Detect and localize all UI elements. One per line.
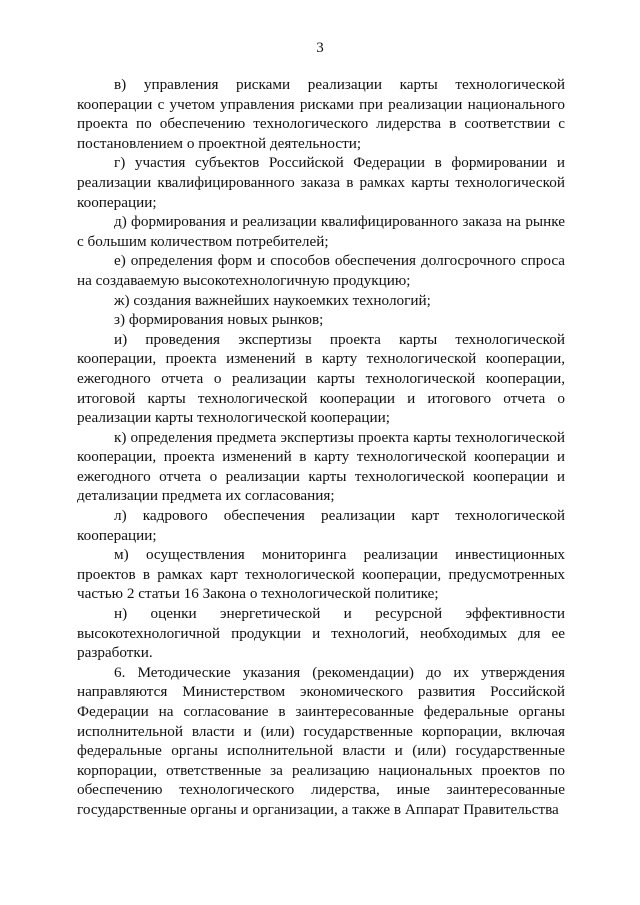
paragraph-item-g: г) участия субъектов Российской Федерации в формировании и реализации квалифицированного заказа в рамках карты технологической кооперации; bbox=[77, 154, 565, 211]
paragraph-item-v: в) управления рисками реализации карты технологической кооперации с учетом управления рисками при реализации национального проекта по обеспечению технологического лидерства в соответствии с постановлением о проектной деятельности; bbox=[77, 76, 565, 152]
paragraph-section-6: 6. Методические указания (рекомендации) до их утверждения направляются Министерством экономического развития Российской Федерации на согласование в заинтересованные федеральные органы исполнительной власти и (или) государственные корпорации, включая федеральные органы исполнительной власти и (или) государственные корпорации, ответственные за реализацию национальных проектов по обеспечению технологического лидерства, иные заинтересованные государственные органы и организации, а также в Аппарат Правительства bbox=[77, 663, 565, 818]
paragraph-item-l: л) кадрового обеспечения реализации карт технологической кооперации; bbox=[77, 507, 565, 544]
paragraph-item-i: и) проведения экспертизы проекта карты технологической кооперации, проекта изменений в карту технологической кооперации, ежегодного отчета о реализации карты технологической кооперации, итоговой карты технологической кооперации и итогового отчета о реализации карты технологической кооперации; bbox=[77, 330, 565, 427]
paragraph-item-e: е) определения форм и способов обеспечения долгосрочного спроса на создаваемую высокотехнологичную продукцию; bbox=[77, 252, 565, 289]
paragraph-item-k: к) определения предмета экспертизы проекта карты технологической кооперации, проекта изменений в карту технологической кооперации и ежегодного отчета о реализации карты технологической кооперации и детализации предмета их согласования; bbox=[77, 428, 565, 505]
document-body bbox=[77, 75, 565, 820]
paragraph-item-m: м) осуществления мониторинга реализации инвестиционных проектов в рамках карт технологической кооперации, предусмотренных частью 2 статьи 16 Закона о технологической политике; bbox=[77, 546, 565, 603]
paragraph-item-n: н) оценки энергетической и ресурсной эффективности высокотехнологичной продукции и технологий, необходимых для ее разработки. bbox=[77, 605, 565, 662]
paragraph-item-z: з) формирования новых рынков; bbox=[114, 311, 324, 329]
paragraph-item-zh: ж) создания важнейших наукоемких технологий; bbox=[114, 291, 431, 309]
paragraph-item-d: д) формирования и реализации квалифицированного заказа на рынке с большим количеством потребителей; bbox=[77, 213, 565, 250]
page-number: 3 bbox=[316, 40, 324, 56]
